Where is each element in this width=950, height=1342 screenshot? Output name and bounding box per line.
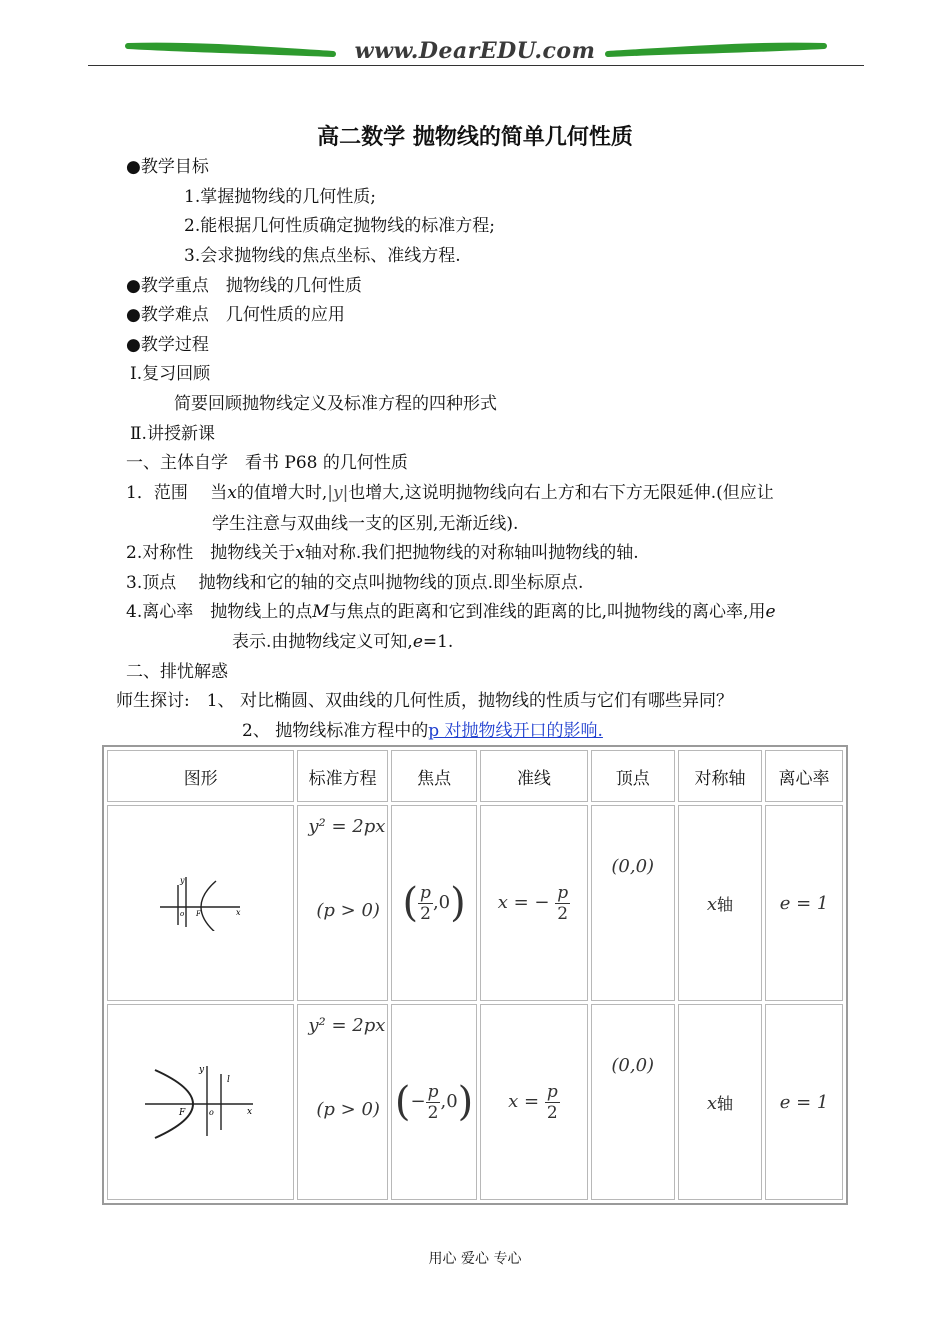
review-text: 简要回顾抛物线定义及标准方程的四种形式 xyxy=(174,394,497,414)
header-figure: 图形 xyxy=(107,750,294,802)
eccentricity-cell: e = 1 xyxy=(765,1004,843,1200)
vertex-cell: (0,0) xyxy=(591,805,675,1001)
axis-cell: x轴 xyxy=(678,805,762,1001)
part-two: 二、排忧解惑 xyxy=(126,662,228,682)
focus-cell: ( $\frac{p}{2}$ ,0) xyxy=(391,805,477,1001)
directrix-cell: x = $\frac{p}{2}$ xyxy=(480,1004,587,1200)
key-point: ●教学重点 抛物线的几何性质 xyxy=(126,276,362,296)
figure-cell xyxy=(107,1004,294,1200)
figure-cell xyxy=(107,805,294,1001)
fig2-f-label: F xyxy=(178,1107,185,1118)
equation-cell xyxy=(297,1004,388,1200)
header-vertex: 顶点 xyxy=(591,750,675,802)
header-eccentricity: 离心率 xyxy=(765,750,843,802)
property-eccentricity-cont: 表示.由抛物线定义可知,e=1. xyxy=(232,632,454,652)
fig1-y-label: y xyxy=(179,875,185,885)
properties-table xyxy=(102,745,848,1205)
section-new: Ⅱ.讲授新课 xyxy=(130,424,215,444)
parabola-left-figure xyxy=(141,1060,261,1140)
property-range: 1．范围 当x的值增大时,|y|也增大,这说明抛物线向右上方和右下方无限延伸.(但应让 xyxy=(126,483,774,503)
discussion-q2: 2、 抛物线标准方程中的p 对抛物线开口的影响. xyxy=(242,721,603,741)
equation: y² = 2px xyxy=(308,1015,386,1036)
header-rule xyxy=(88,65,864,66)
fig1-x-label: x xyxy=(235,907,241,917)
vertex-cell: (0,0) xyxy=(591,1004,675,1200)
header-focus: 焦点 xyxy=(391,750,477,802)
process-heading: ●教学过程 xyxy=(126,335,209,355)
section-review: Ⅰ.复习回顾 xyxy=(130,364,211,384)
property-symmetry: 2.对称性 抛物线关于x轴对称.我们把抛物线的对称轴叫抛物线的轴. xyxy=(126,543,639,563)
fig1-f-label: F xyxy=(195,909,201,918)
page-title: 高二数学 抛物线的简单几何性质 xyxy=(317,124,633,150)
header-logo: www.DearEDU.com xyxy=(354,38,596,64)
fig2-x-label: x xyxy=(246,1106,252,1117)
eccentricity-cell: e = 1 xyxy=(765,805,843,1001)
difficult-point: ●教学难点 几何性质的应用 xyxy=(126,305,345,325)
header-equation: 标准方程 xyxy=(297,750,388,802)
table-header-row xyxy=(107,750,843,802)
fig2-y-label: y xyxy=(198,1064,204,1075)
footer-motto: 用心 爱心 专心 xyxy=(428,1251,522,1267)
fig2-l-label: l xyxy=(226,1074,230,1085)
fig2-o-label: o xyxy=(208,1107,214,1117)
property-eccentricity: 4.离心率 抛物线上的点M与焦点的距离和它到准线的距离的比,叫抛物线的离心率,用e xyxy=(126,602,776,622)
equation-condition: (p > 0) xyxy=(316,1099,380,1120)
header-directrix: 准线 xyxy=(480,750,587,802)
axis-cell: x轴 xyxy=(678,1004,762,1200)
goal-3: 3.会求抛物线的焦点坐标、准线方程. xyxy=(184,246,461,266)
equation: y² = 2px xyxy=(308,816,386,837)
table-row xyxy=(107,1004,843,1200)
equation-condition: (p > 0) xyxy=(316,900,380,921)
goal-1: 1.掌握抛物线的几何性质; xyxy=(184,187,376,207)
parabola-right-figure xyxy=(156,871,246,931)
property-vertex: 3.顶点 抛物线和它的轴的交点叫抛物线的顶点.即坐标原点. xyxy=(126,573,584,593)
equation-cell xyxy=(297,805,388,1001)
directrix-cell: x = − $\frac{p}{2}$ xyxy=(480,805,587,1001)
table-row xyxy=(107,805,843,1001)
focus-cell: (− $\frac{p}{2}$ ,0) xyxy=(391,1004,477,1200)
header-axis: 对称轴 xyxy=(678,750,762,802)
fig1-o-label: o xyxy=(179,909,184,918)
discussion-q1: 师生探讨: 1、 对比椭圆、双曲线的几何性质，抛物线的性质与它们有哪些异同？ xyxy=(116,691,733,711)
part-one: 一、主体自学 看书 P68 的几何性质 xyxy=(126,453,408,473)
p-effect-link[interactable]: p 对抛物线开口的影响. xyxy=(428,721,603,741)
goals-heading: ●教学目标 xyxy=(126,157,209,177)
goal-2: 2.能根据几何性质确定抛物线的标准方程; xyxy=(184,216,495,236)
property-range-cont: 学生注意与双曲线一支的区别,无渐近线). xyxy=(212,514,519,534)
